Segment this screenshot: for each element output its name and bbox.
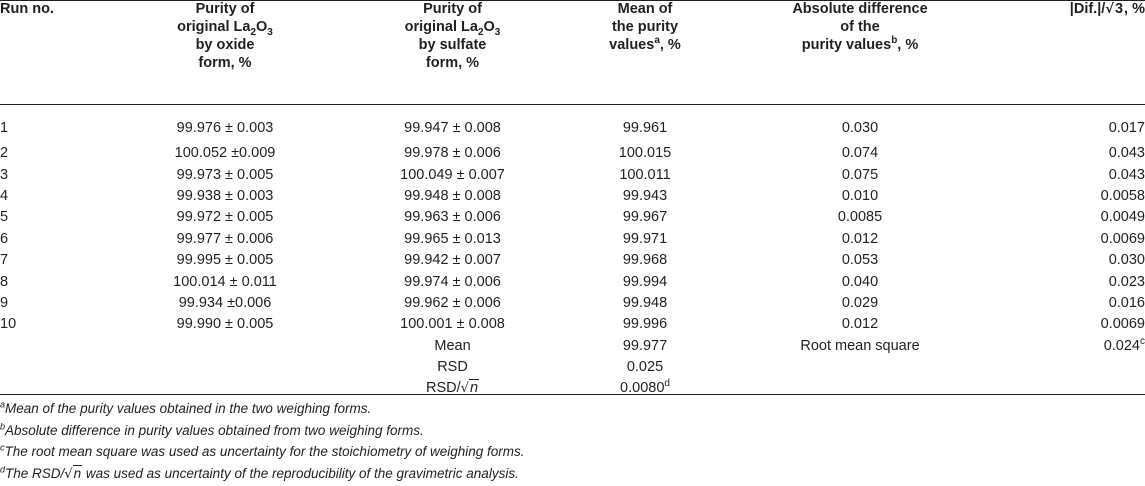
cell-mean: 99.996 [622,316,668,333]
summary-rsd-sqrt-n-label: RSD/√n [425,380,479,397]
cell-sulfate: 99.948 ± 0.008 [404,187,501,204]
cell-sulfate: 99.974 ± 0.006 [404,273,501,290]
cell-sulfate: 99.963 ± 0.006 [404,209,501,226]
cell-mean: 100.011 [619,166,671,183]
table-row [0,143,1145,164]
header-dif-sqrt3: |Dif.|/√3, % [1069,1,1145,17]
cell-dif: 0.023 [1108,273,1145,290]
table-row [0,293,1145,314]
summary-row-rsd-sqrt-n [0,378,1145,399]
cell-absdiff: 0.075 [841,166,879,183]
cell-oxide: 99.995 ± 0.005 [176,252,274,269]
cell-dif: 0.0049 [1100,209,1145,226]
table-row [0,314,1145,335]
footnote-d: $^d$The RSD/√n was used as uncertainty of the reproducibility of the gravimetric analysis. [0,464,519,482]
cell-absdiff: 0.012 [841,316,879,333]
cell-oxide: 100.014 ± 0.011 [173,273,277,290]
footnotes [0,398,1145,485]
cell-oxide: 99.972 ± 0.005 [176,209,274,226]
cell-run: 2 [0,145,9,162]
cell-absdiff: 0.040 [841,273,879,290]
table-row [0,186,1145,207]
summary-mean-label: Mean [434,337,471,354]
cell-sulfate: 99.962 ± 0.006 [404,294,501,311]
table-row [0,164,1145,185]
cell-run: 6 [0,230,9,247]
cell-sulfate: 100.001 ± 0.008 [400,316,505,333]
header-run-no: Run no. [0,1,54,17]
summary-mean-value: 99.977 [622,337,668,354]
cell-sulfate: 99.965 ± 0.013 [404,230,501,247]
cell-mean: 100.015 [618,145,672,162]
table-row [0,207,1145,228]
footnote-b: $^b$Absolute difference in purity values obtained from two weighing forms. [0,421,424,438]
cell-dif: 0.0069 [1100,230,1145,247]
cell-absdiff: 0.074 [841,145,879,162]
cell-run: 4 [0,187,9,204]
header-row [0,0,1145,104]
cell-absdiff: 0.010 [841,187,879,204]
cell-sulfate: 99.947 ± 0.008 [404,119,501,136]
cell-sulfate: 99.978 ± 0.006 [404,145,501,162]
summary-rms-value: 0.024$^c$ [1103,335,1145,354]
cell-run: 5 [0,209,9,226]
table-row [0,250,1145,271]
cell-run: 10 [0,316,17,333]
cell-absdiff: 0.0085 [837,209,883,226]
table-row [0,104,1145,143]
cell-dif: 0.0069 [1100,316,1145,333]
cell-oxide: 99.973 ± 0.005 [176,166,274,183]
summary-rms-label: Root mean square [800,337,920,354]
cell-mean: 99.948 [622,294,668,311]
cell-run: 7 [0,252,9,269]
cell-oxide: 99.977 ± 0.006 [176,230,274,247]
cell-mean: 99.943 [622,187,668,204]
header-absolute-difference: Absolute difference of the purity values$^b$, % [792,1,928,53]
cell-run: 9 [0,294,9,311]
cell-dif: 0.0058 [1100,187,1145,204]
cell-sulfate: 100.049 ± 0.007 [400,166,505,183]
cell-mean: 99.994 [622,273,668,290]
header-oxide-purity: Purity of original $La_2O_3$ by oxide form, % [177,1,273,71]
table-row [0,271,1145,292]
summary-row-rsd [0,357,1145,378]
summary-rsd-label: RSD [437,359,468,376]
cell-oxide: 99.990 ± 0.005 [176,316,274,333]
cell-dif: 0.043 [1108,166,1145,183]
cell-dif: 0.030 [1108,252,1145,269]
cell-mean: 99.961 [622,119,668,136]
table-row [0,229,1145,250]
cell-absdiff: 0.053 [841,252,879,269]
cell-absdiff: 0.012 [841,230,879,247]
cell-oxide: 99.938 ± 0.003 [176,187,274,204]
cell-absdiff: 0.029 [841,294,879,311]
cell-mean: 99.967 [622,209,668,226]
summary-rsd-value: 0.025 [626,359,664,376]
cell-absdiff: 0.030 [841,119,879,136]
summary-row-mean [0,336,1145,357]
summary-rsd-sqrt-n-value: 0.0080$^d$ [620,378,670,397]
cell-mean: 99.971 [622,230,668,247]
cell-dif: 0.017 [1108,119,1145,136]
header-sulfate-purity: Purity of original $La_2O_3$ by sulfate form, % [404,1,501,71]
footnote-a: $^a$Mean of the purity values obtained in the two weighing forms. [0,399,372,416]
cell-dif: 0.016 [1108,294,1145,311]
cell-run: 1 [0,119,9,136]
cell-oxide: 99.934 ±0.006 [178,294,272,311]
cell-mean: 99.968 [622,252,668,269]
cell-run: 3 [0,166,9,183]
cell-oxide: 99.976 ± 0.003 [176,119,274,136]
cell-dif: 0.043 [1108,145,1145,162]
footnote-c: $^c$The root mean square was used as uncertainty for the stoichiometry of weighing forms. [0,442,525,459]
cell-sulfate: 99.942 ± 0.007 [404,252,501,269]
cell-run: 8 [0,273,9,290]
cell-oxide: 100.052 ±0.009 [174,145,276,162]
header-mean-purity: Mean of the purity values$^a$, % [609,1,681,53]
